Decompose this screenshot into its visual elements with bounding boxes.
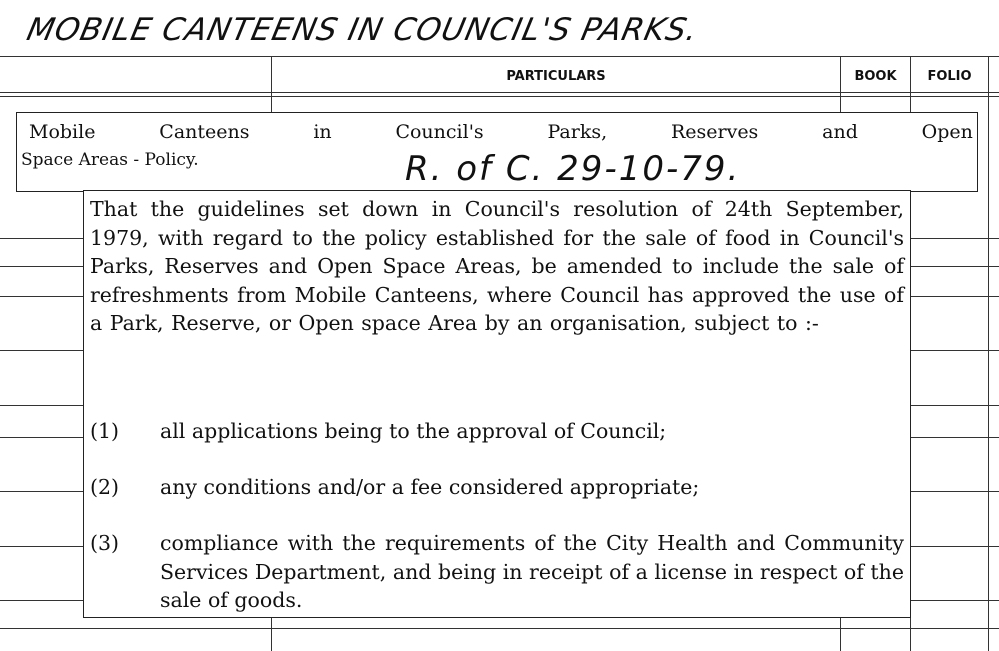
condition-number: (3) xyxy=(90,531,120,555)
handwritten-heading: MOBILE CANTEENS IN COUNCIL'S PARKS. xyxy=(23,12,702,48)
ledger-rule xyxy=(0,628,999,629)
column-header-book: BOOK xyxy=(854,69,897,84)
ledger-rule xyxy=(0,96,999,97)
title-word: Canteens xyxy=(159,121,250,143)
title-line-2: Space Areas - Policy. xyxy=(21,150,199,170)
title-word: Council's xyxy=(395,121,484,143)
ledger-rule xyxy=(0,56,999,57)
condition-text: all applications being to the approval of Council; xyxy=(160,419,667,443)
column-header-folio: FOLIO xyxy=(927,69,972,84)
ledger-column-divider xyxy=(988,56,989,651)
title-word: Reserves xyxy=(670,121,759,143)
ledger-rule xyxy=(0,92,999,93)
handwritten-reference: R. of C. 29-10-79. xyxy=(405,149,741,189)
title-box xyxy=(16,112,978,192)
condition-number: (1) xyxy=(90,419,120,443)
title-word: Mobile xyxy=(29,121,96,143)
title-line-1 xyxy=(29,120,973,144)
title-word: in xyxy=(313,121,332,143)
title-word: Parks, xyxy=(547,121,608,143)
resolution-paragraph: That the guidelines set down in Council's resolution of 24th September, 1979, with regard to the policy established for the sale of food in Council's Parks, Reserves and Open Space Areas, be amended to include the sale of refreshments from Mobile Canteens, where Council has approved the use of a Park, Reserve, or Open space Area by an organisation, subject to :- xyxy=(90,197,904,335)
condition-text: any conditions and/or a fee considered appropriate; xyxy=(160,475,700,499)
resolution-box xyxy=(83,190,911,618)
title-word: Open xyxy=(921,121,973,143)
condition-number: (2) xyxy=(90,475,120,499)
title-word: and xyxy=(822,121,858,143)
column-header-particulars: PARTICULARS xyxy=(506,69,606,84)
condition-text: compliance with the requirements of the City Health and Community Services Department, and being in receipt of a license in respect of the sale of goods. xyxy=(160,531,904,612)
